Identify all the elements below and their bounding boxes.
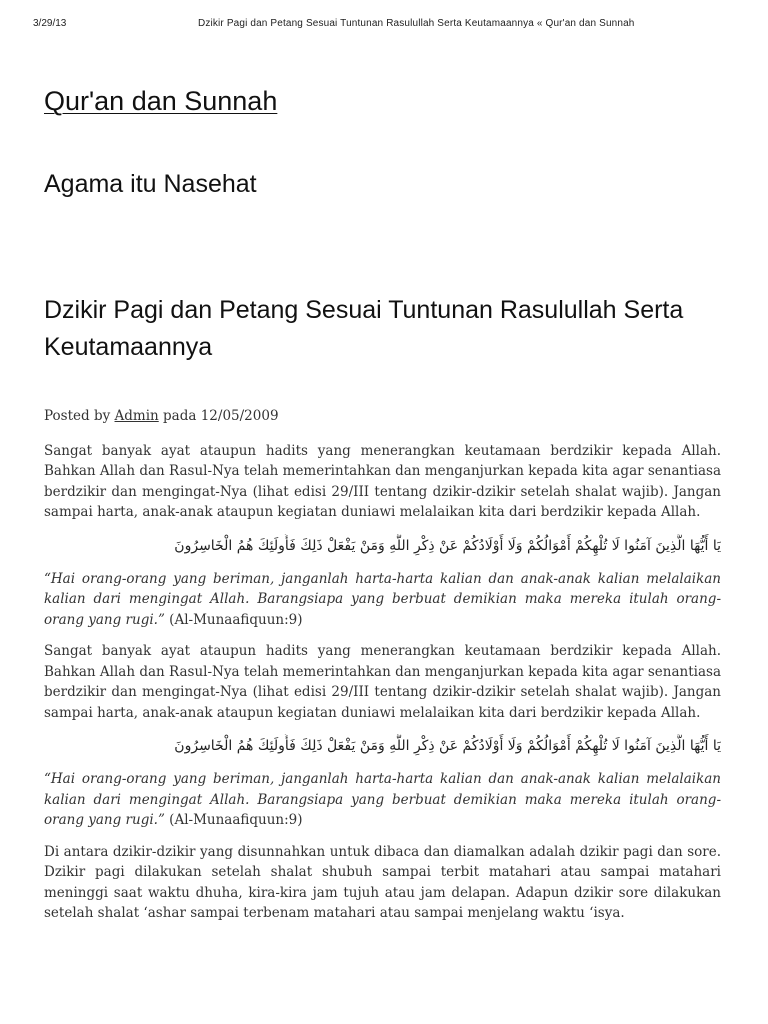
print-date: 3/29/13 — [33, 18, 67, 29]
print-page-title: Dzikir Pagi dan Petang Sesuai Tuntunan Rasulullah Serta Keutamaannya « Qur'an dan Sunnah — [198, 18, 635, 29]
quote-2-reference: (Al-Munaafiquun:9) — [169, 812, 303, 828]
site-description: Agama itu Nasehat — [44, 170, 257, 198]
meta-prefix: Posted by — [44, 408, 111, 424]
post-title: Dzikir Pagi dan Petang Sesuai Tuntunan Rasulullah Serta Keutamaannya — [44, 296, 684, 361]
author-link[interactable]: Admin — [114, 408, 159, 424]
post-date: 12/05/2009 — [200, 408, 279, 424]
post-meta — [44, 406, 721, 427]
print-header — [33, 18, 735, 32]
post-content — [44, 406, 721, 935]
paragraph-1: Sangat banyak ayat ataupun hadits yang menerangkan keutamaan berdzikir kepada Allah. Bahkan Allah dan Rasul-Nya telah memerintahkan dan menganjurkan kepada kita agar senantiasa berdzikir dan mengingat-Nya (lihat edisi 29/III tentang dzikir-dzikir setelah shalat wajib). Jangan sampai harta, anak-anak ataupun kegiatan duniawi melalaikan kita dari berdzikir kepada Allah. — [44, 442, 721, 520]
arabic-verse-1: يَا أَيُّهَا الَّذِينَ آمَنُوا لَا تُلْهِكُمْ أَمْوَالُكُمْ وَلَا أَوْلَادُكُمْ عَنْ ذِكْرِ اللَّهِ وَمَنْ يَفْعَلْ ذَلِكَ فَأُولَئِكَ هُمُ الْخَاسِرُونَ — [174, 537, 721, 554]
quote-1-text: “Hai orang-orang yang beriman, janganlah harta-harta kalian dan anak-anak kalian melalaikan kalian dari mengingat Allah. Barangsiapa yang berbuat demikian maka mereka itulah orang-orang yang rugi.” — [44, 570, 721, 628]
paragraph-3: Di antara dzikir-dzikir yang disunnahkan untuk dibaca dan diamalkan adalah dzikir pagi dan sore. Dzikir pagi dilakukan setelah shalat shubuh sampai terbit matahari atau sampai matahari meninggi saat waktu dhuha, kira-kira jam tujuh atau jam delapan. Adapun dzikir sore dilakukan setelah shalat ‘ashar sampai terbenam matahari atau sampai menjelang waktu ‘isya. — [44, 843, 721, 921]
meta-date-prefix: pada — [163, 408, 197, 424]
site-title-link[interactable]: Qur'an dan Sunnah — [44, 86, 278, 116]
quote-2-text: “Hai orang-orang yang beriman, janganlah harta-harta kalian dan anak-anak kalian melalaikan kalian dari mengingat Allah. Barangsiapa yang berbuat demikian maka mereka itulah orang-orang yang rugi.” — [44, 771, 721, 828]
quote-2 — [44, 769, 721, 831]
paragraph-2: Sangat banyak ayat ataupun hadits yang menerangkan keutamaan berdzikir kepada Allah. Bahkan Allah dan Rasul-Nya telah memerintahkan dan menganjurkan kepada kita agar senantiasa berdzikir dan mengingat-Nya (lihat edisi 29/III tentang dzikir-dzikir setelah shalat wajib). Jangan sampai harta, anak-anak ataupun kegiatan duniawi melalaikan kita dari berdzikir kepada Allah. — [44, 643, 721, 721]
quote-1-reference: (Al-Munaafiquun:9) — [169, 611, 303, 628]
quote-1 — [44, 569, 721, 631]
arabic-verse-2: يَا أَيُّهَا الَّذِينَ آمَنُوا لَا تُلْهِكُمْ أَمْوَالُكُمْ وَلَا أَوْلَادُكُمْ عَنْ ذِكْرِ اللَّهِ وَمَنْ يَفْعَلْ ذَلِكَ فَأُولَئِكَ هُمُ الْخَاسِرُونَ — [174, 738, 721, 754]
